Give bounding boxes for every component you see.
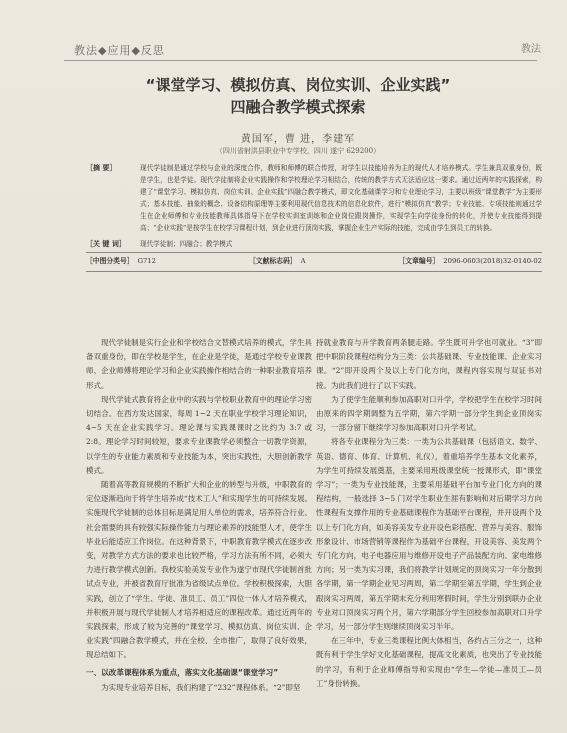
doc-code-value: A [300,256,306,265]
abstract-row [86,162,542,235]
article-no-group [399,255,542,267]
meta-row [86,253,542,269]
author-affiliation: （四川省射洪县职业中专学校，四川 遂宁 629200） [215,147,381,155]
article-no-value: 2096-0603(2018)32-0140-02 [443,256,542,265]
body-column-right [316,336,542,691]
body-paragraph: 现代学徒式教育将企业中的实践与学校职业教育中的理论学习密切结合。在西方发达国家，每周 1~2 天在职业学校学习理论知识，4~5 天在企业实践学习。理论课与实践课课时之比约为 3:7 或 2:8。理论学习时间较短，要求专业课教学必须整合一切教学资源，以学生的专业能力素质和专业技能为本，突出实践性，大胆创新教学模式。 [86,394,312,475]
title-line-1: “课堂学习、模拟仿真、岗位实训、企业实践” [145,76,451,94]
article-title [78,74,518,118]
clc-label: ［中图分类号］ [86,256,134,265]
clc-value: G712 [137,256,156,265]
title-line-2: 四融合教学模式探索 [230,98,366,116]
keywords-text: 现代学徒制；四融合；教学模式 [140,239,233,248]
abstract-block [86,162,542,272]
body-column-left [86,336,312,695]
body-paragraph: 将各专业课程分为三类：一类为公共基础课（包括语文、数学、英语、德育、体育、计算机、礼仪），着重培养学生基本文化素养，为学生可持续发展奠基，主要采用班级课堂统一授课形式，即“课堂学习”；一类为专业技能课，主要采用基础平台加专业门化方向的课程结构，一般选择 3~5 门对学生职业生涯有影响和对后期学习方向性课程有支撑作用的专业基础课程作为基础平台课程，并开设两个及以上专门化方向，如美容美发专业开设色彩搭配、营养与美容、服饰形象设计、市场营销等课程作为基础平台课程，开设美容、美发两个专门化方向，电子电器应用与维修开设电子产品装配方向、家电维修方向；另一类为实习课，我们将教学计划规定的顶岗实习一年分散到各学期，第一学期企业见习两周，第二学期至第五学期，学生到企业跟岗实习两周，第五学期末充分利用寒假时间，学生分别到联办企业专业对口顶岗实习两个月，第六学期部分学生回校参加高职对口升学学习，另一部分学生则继续顶岗实习半年。 [316,437,542,632]
abstract-label: ［摘 要］ [86,164,117,172]
section-heading: 一、以改革课程体系为重点，落实文化基础课“课堂学习” [86,667,279,677]
body-paragraph: 在三年中，专业三类课程比例大体相当，各约占三分之一，这种既有利于学生学好文化基础课程，提高文化素质，也突出了专业技能的学习，有利于企业师傅指导和实现由“学生—学徒—准员工—员工”身份转换。 [316,636,542,688]
body-paragraph: 持就业教育与升学教育两条腿走路。学生既可升学也可就业。“3”即把中职阶段课程结构分为三类：公共基础课、专业技能课、企业实习课。“2”即开设两个及以上专门化方向，课程内容实现与双证书对接。为此我们进行了以下实践。 [316,338,542,390]
body-paragraph: 为了使学生能顺利参加高职对口升学，学校把学生在校学习时间由原来的四学期调整为五学期，第六学期一部分学生到企业顶岗实习，一部分留下继续学习参加高职对口升学考试。 [316,394,542,433]
article-no-label: ［文章编号］ [398,256,440,265]
section-label: 教法◆应用◆反思 [74,44,165,57]
body-paragraph: 随着高等教育规模的不断扩大和企业的转型与升级，中职教育的定位逐渐趋向于将学生培养成“技术工人”和实现学生的可持续发展。实施现代学徒制的总体目标是满足用人单位的需求，培养符合行业、社会需要的具有较强实际操作能力与理论素养的技能型人才，使学生毕业后能适应工作岗位。在这种背景下，中职教育教学模式在逐步改变，对教学方式方法的要求也比较严格，学习方法有所不同，必须大力进行教学模式创新。我校实验美发专业作为遂宁市现代学徒制首批试点专业，并被省教育厅批准为省级试点单位。学校积极探索，大胆实践，创立了“学生、学徒、准员工、员工”四位一体人才培养模式，并积极开展与现代学徒制人才培养相适应的课程改革。通过近两年的实践探索，形成了较为完善的“课堂学习、模拟仿真、岗位实训、企业实践”四融合教学模式，并在全校、全市推广，取得了良好效果，现总结如下。 [86,480,312,660]
abstract-text: 现代学徒制是通过学校与企业的深度合作，教师和师傅的联合传授，对学生以技能培养为主的现代人才培养模式。学生兼具双重身份，既是学生，也是学徒。现代学徒制将企业实践操作和学校理论学习相结合，传统的教学方式无法适应这一要求。通过近两年的实践探索，构建了“课堂学习、模拟仿真、岗位实训、企业实践”四融合教学模式，即文化基础课学习和专业理论学习，主要以班级“课堂教学”为主要形式；基本技能、抽象的概念、设备结构原理等主要利用现代信息技术的信息化软件，进行“模拟仿真”教学；专业技能、专项技能则通过学生在企业师傅和专业技能教师具体指导下在学校实训室训练和企业岗位跟岗操作，实现学生向学徒身份的转化，并使专业技能得到提高；“企业实践”是按学生在校学习课程计划，到企业进行顶岗实践，掌握企业生产实际的技能，完成由学生到员工的转换。 [140,164,542,233]
body-paragraph: 为实现专业培养目标，我们构建了“232”课程体系。“2”即坚 [101,682,301,692]
keywords-row [86,238,542,250]
article-authors: 黄国军，曹 进，李建军 [240,134,356,145]
meta-divider-bottom [86,271,542,272]
header-divider [64,60,537,61]
keywords-label: ［关 键 词］ [86,239,126,248]
clc-group [86,255,156,267]
doc-code-group [249,255,306,267]
column-tag: 教法 [521,44,541,55]
page-header [74,42,541,58]
doc-code-label: ［文献标志码］ [249,256,297,265]
body-paragraph: 现代学徒制是实行企业和学校结合文替模式培养的模式，学生具备双重身份，即在学校是学生，在企业是学徒，是通过学校专业课教师、企业师傅将理论学习和企业实践操作相结合的一种职业教育培养形式。 [86,338,312,390]
